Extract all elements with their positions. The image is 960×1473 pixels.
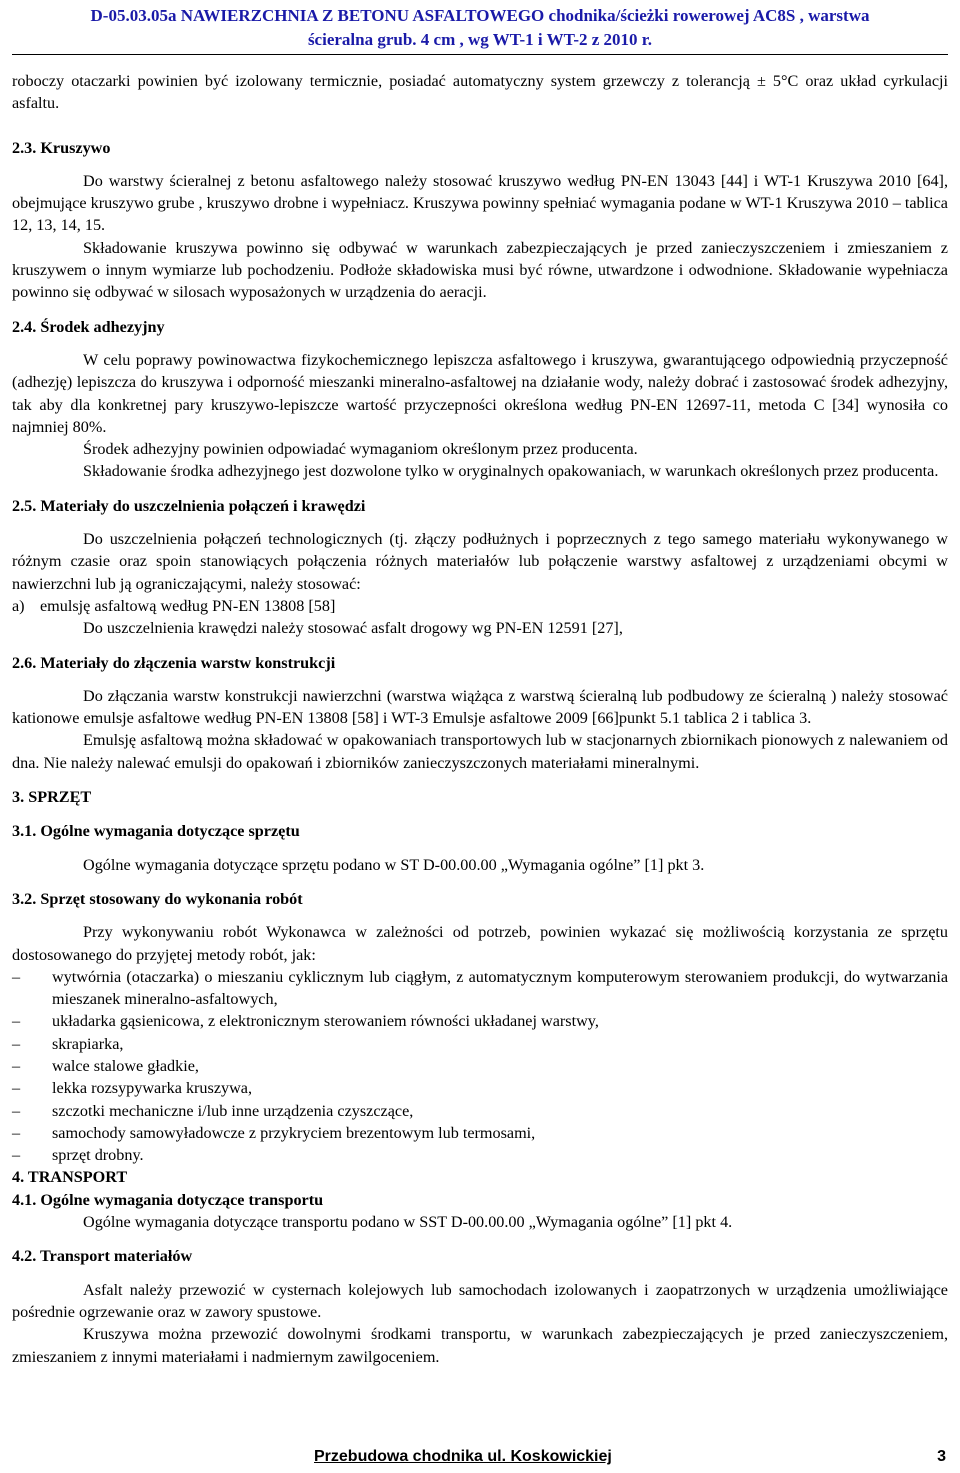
section-4-1-paragraph: Ogólne wymagania dotyczące transportu podano w SST D-00.00.00 „Wymagania ogólne” [1] pkt 4. [83, 1213, 733, 1232]
section-4-2-heading: 4.2. Transport materiałów [12, 1247, 193, 1266]
section-4-1-heading: 4.1. Ogólne wymagania dotyczące transportu [12, 1190, 324, 1209]
intro-paragraph: roboczy otaczarki powinien być izolowany termicznie, posiadać automatyczny system grzewczy z tolerancją ± 5°C oraz układ cyrkulacji asfaltu. [12, 72, 948, 113]
header-line-2: ścieralna grub. 4 cm , wg WT-1 i WT-2 z 2010 r. [307, 30, 653, 49]
dash-marker: – [12, 1056, 21, 1075]
section-2-3-paragraph-2: Składowanie kruszywa powinno się odbywać w warunkach zabezpieczających je przed zanieczyszczeniem i zmieszaniem z kruszywem o innym wymiarze lub pochodzeniu. Podłoże składowiska musi być równe, utwardzone i odwodnione. Składowanie wypełniacza powinno się odbywać w silosach wyposażonych w urządzenia do aeracji. [12, 238, 948, 302]
section-2-4-paragraph-3: Składowanie środka adhezyjnego jest dozwolone tylko w oryginalnych opakowaniach, w warunkach określonych przez producenta. [83, 462, 939, 481]
list-item [12, 1055, 948, 1077]
section-3-2-heading: 3.2. Sprzęt stosowany do wykonania robót [12, 889, 303, 908]
section-2-5-paragraph-2: Do uszczelnienia krawędzi należy stosować asfalt drogowy wg PN-EN 12591 [27], [83, 619, 623, 638]
list-item [12, 966, 948, 1011]
list-marker: a) [12, 596, 25, 615]
footer-title: Przebudowa chodnika ul. Koskowickiej [314, 1448, 612, 1465]
section-3-heading: 3. SPRZĘT [12, 788, 92, 807]
list-item [12, 1033, 948, 1055]
document-header [0, 4, 960, 52]
dash-marker: – [12, 1123, 21, 1142]
section-4-heading: 4. TRANSPORT [12, 1168, 128, 1187]
list-item-text: samochody samowyładowcze z przykryciem brezentowym lub termosami, [52, 1123, 536, 1142]
dash-marker: – [12, 1079, 21, 1098]
list-item [12, 1144, 948, 1166]
section-2-6-heading: 2.6. Materiały do złączenia warstw konstrukcji [12, 653, 336, 672]
list-item-text: sprzęt drobny. [52, 1146, 144, 1165]
list-item [12, 595, 948, 617]
list-item [12, 1010, 948, 1032]
page-number: 3 [937, 1448, 946, 1465]
section-3-1-heading: 3.1. Ogólne wymagania dotyczące sprzętu [12, 822, 300, 841]
section-2-4-paragraph-2: Środek adhezyjny powinien odpowiadać wymaganiom określonym przez producenta. [83, 440, 638, 459]
section-4-2-paragraph-1: Asfalt należy przewozić w cysternach kolejowych lub samochodach izolowanych i zaopatrzonych w urządzenia umożliwiające pośrednie ogrzewanie oraz w zawory spustowe. [12, 1280, 948, 1321]
dash-marker: – [12, 967, 21, 986]
section-2-6-paragraph-2: Emulsję asfaltową można składować w opakowaniach transportowych lub w stacjonarnych zbiornikach pionowych z nalewaniem od dna. Nie należy nalewać emulsji do opakowań i zbiorników zanieczyszczonych materiałami mineralnymi. [12, 731, 948, 772]
list-item-text: lekka rozsypywarka kruszywa, [52, 1079, 253, 1098]
section-2-3-heading: 2.3. Kruszywo [12, 138, 111, 157]
section-2-5-heading: 2.5. Materiały do uszczelnienia połączeń i krawędzi [12, 496, 366, 515]
section-2-4-heading: 2.4. Środek adhezyjny [12, 317, 165, 336]
header-divider [12, 54, 948, 55]
list-item [12, 1100, 948, 1122]
section-2-4-paragraph-1: W celu poprawy powinowactwa fizykochemicznego lepiszcza asfaltowego i kruszywa, gwarantującego odpowiednią przyczepność (adhezję) lepiszcza do kruszywa i odporność mieszanki mineralno-asfaltowej na działanie wody, należy dobrać i zastosować środek adhezyjny, tak aby dla konkretnej pary kruszywo-lepiszcze wartość przyczepności określona według PN-EN 12697-11, metoda C [34] wynosiła co najmniej 80%. [12, 350, 948, 436]
list-item [12, 1077, 948, 1099]
dash-marker: – [12, 1034, 21, 1053]
list-item-text: emulsję asfaltową według PN-EN 13808 [58] [40, 596, 336, 615]
list-item-text: wytwórnia (otaczarka) o mieszaniu cyklicznym lub ciągłym, z automatycznym komputerowym sterowaniem produkcji, do wytwarzania mieszanek mineralno-asfaltowych, [52, 967, 948, 1009]
dash-marker: – [12, 1012, 21, 1031]
dash-marker: – [12, 1101, 21, 1120]
equipment-list [12, 966, 948, 1167]
header-line-1: D-05.03.05a NAWIERZCHNIA Z BETONU ASFALTOWEGO chodnika/ścieżki rowerowej AC8S , warstwa [90, 6, 870, 25]
section-2-6-paragraph-1: Do złączania warstw konstrukcji nawierzchni (warstwa wiążąca z warstwą ścieralną lub podbudowy ze ścieralną ) należy stosować kationowe emulsje asfaltowe według PN-EN 13808 [58] i WT-3 Emulsje asfaltowe 2009 [66]punkt 5.1 tablica 2 i tablica 3. [12, 686, 948, 728]
section-2-3-paragraph-1: Do warstwy ścieralnej z betonu asfaltowego należy stosować kruszywo według PN-EN 13043 [44] i WT-1 Kruszywa 2010 [64], obejmujące kruszywo grube , kruszywo drobne i wypełniacz. Kruszywa powinny spełniać wymagania podane w WT-1 Kruszywa 2010 – tablica 12, 13, 14, 15. [12, 171, 948, 235]
section-3-2-paragraph: Przy wykonywaniu robót Wykonawca w zależności od potrzeb, powinien wykazać się możliwością korzystania ze sprzętu dostosowanego do przyjętej metody robót, jak: [12, 923, 948, 964]
document-body [12, 70, 948, 1368]
dash-marker: – [12, 1146, 21, 1165]
list-item-text: skrapiarka, [52, 1034, 124, 1053]
list-item-text: walce stalowe gładkie, [52, 1056, 199, 1075]
section-3-1-paragraph: Ogólne wymagania dotyczące sprzętu podano w ST D-00.00.00 „Wymagania ogólne” [1] pkt 3. [83, 855, 705, 874]
list-item-text: układarka gąsienicowa, z elektronicznym sterowaniem równości układanej warstwy, [52, 1012, 599, 1031]
list-item-text: szczotki mechaniczne i/lub inne urządzenia czyszczące, [52, 1101, 414, 1120]
section-2-5-paragraph-1: Do uszczelnienia połączeń technologicznych (tj. złączy podłużnych i poprzecznych z tego samego materiału wykonywanego w różnym czasie oraz spoin stanowiących połączenia różnych materiałów lub połączenie warstwy asfaltowej z urządzeniami obcymi w nawierzchni lub ją ograniczającymi, należy stosować: [12, 530, 948, 593]
list-item [12, 1122, 948, 1144]
section-4-2-paragraph-2: Kruszywa można przewozić dowolnymi środkami transportu, w warunkach zabezpieczających je przed zanieczyszczeniem, zmieszaniem z innymi materiałami i nadmiernym zawilgoceniem. [12, 1325, 948, 1366]
